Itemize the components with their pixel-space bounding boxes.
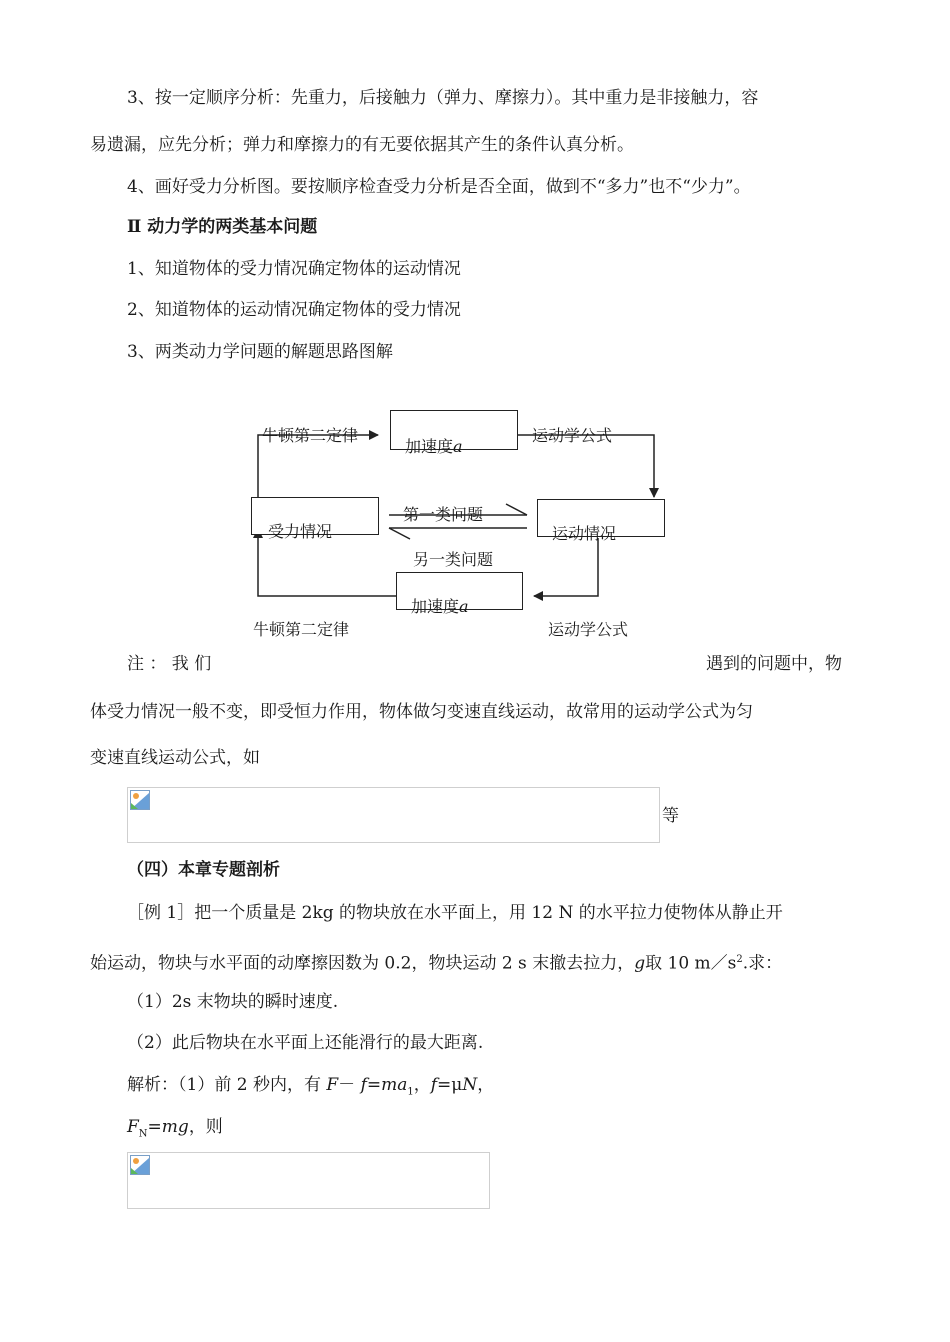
label-kinematics-top: 运动学公式: [532, 426, 613, 445]
section-4-title: （四）本章专题剖析: [127, 860, 280, 880]
box-force-situation: [251, 497, 379, 541]
formula-image-placeholder: [127, 787, 660, 843]
note-line-3: 变速直线运动公式，如: [90, 748, 260, 768]
accel-bottom-symbol: a: [459, 597, 469, 616]
section-2-item-3: 3、两类动力学问题的解题思路图解: [127, 342, 393, 362]
accel-top-text: 加速度: [405, 437, 454, 456]
box-motion-situation: [537, 499, 665, 543]
box-acceleration-top: [390, 410, 518, 456]
sol-comma2: ，: [477, 1075, 495, 1095]
section-2-item-1: 1、知道物体的受力情况确定物体的运动情况: [127, 259, 461, 279]
section-2-item-2: 2、知道物体的运动情况确定物体的受力情况: [127, 300, 461, 320]
accel-bottom-text: 加速度: [411, 597, 460, 616]
fn-F: F: [127, 1117, 139, 1137]
fn-sub: N: [138, 1128, 148, 1140]
box-motion-situation-label: 运动情况: [552, 524, 617, 543]
box-acceleration-top-label: [405, 437, 463, 457]
example-1-line-2: [90, 948, 782, 976]
first-problem-barb: [506, 504, 527, 515]
arrow-motion-to-accel: [534, 538, 598, 596]
ex-l2-part-b: 取 10 m／s: [645, 953, 737, 974]
sol-f2: f: [430, 1075, 438, 1095]
note-prefix: 注 ： 我 们: [127, 654, 212, 674]
solution-line-2: [127, 1115, 223, 1146]
label-second-problem: 另一类问题: [413, 550, 494, 569]
label-newton-bottom: 牛顿第二定律: [253, 620, 350, 639]
sol-prefix: 解析：（1）前 2 秒内，有: [127, 1075, 321, 1095]
box-acceleration-bottom: [396, 572, 523, 616]
paragraph-3-line-2: 易遗漏，应先分析；弹力和摩擦力的有无要依据其产生的条件认真分析。: [90, 135, 634, 155]
sol-F: F: [326, 1075, 339, 1095]
paragraph-4: 4、画好受力分析图。要按顺序检查受力分析是否全面，做到不“多力”也不“少力”。: [127, 177, 751, 197]
box-acceleration-bottom-label: [411, 597, 469, 617]
fn-mg: mg: [161, 1117, 189, 1137]
box-force-situation-label: 受力情况: [268, 522, 333, 541]
ex-l2-g: g: [634, 953, 646, 974]
accel-top-symbol: a: [453, 437, 463, 456]
question-2: （2）此后物块在水平面上还能滑行的最大距离.: [127, 1033, 484, 1053]
ex-l2-part-c: .求：: [742, 953, 783, 974]
note-line-2: 体受力情况一般不变，即受恒力作用，物体做匀变速直线运动，故常用的运动学公式为匀: [90, 702, 753, 722]
sol-sub1: 1: [407, 1086, 414, 1098]
sol-comma1: ，: [413, 1075, 431, 1095]
sol-mu: μ: [451, 1075, 463, 1095]
section-2-title: Ⅱ 动力学的两类基本问题: [127, 217, 318, 237]
second-problem-barb: [389, 528, 410, 539]
sol-minus: －: [338, 1075, 356, 1095]
paragraph-3-line-1: 3、按一定顺序分析：先重力，后接触力（弹力、摩擦力）。其中重力是非接触力，容: [127, 88, 759, 108]
ex-l2-part-a: 始运动，物块与水平面的动摩擦因数为 0.2，物块运动 2 s 末撤去拉力，: [90, 953, 635, 974]
sol-eq1: =: [366, 1075, 382, 1095]
broken-image-icon: [130, 790, 150, 810]
question-1: （1）2s 末物块的瞬时速度.: [127, 992, 339, 1012]
solution-image-placeholder: [127, 1152, 490, 1209]
fn-eq: =: [147, 1117, 162, 1137]
broken-image-icon: [130, 1155, 150, 1175]
label-kinematics-bottom: 运动学公式: [548, 620, 629, 639]
formula-etc: 等: [662, 806, 679, 826]
sol-ma: ma: [381, 1075, 408, 1095]
example-1-line-1: ［例 1］把一个质量是 2kg 的物块放在水平面上，用 12 N 的水平拉力使物体从静止开: [127, 903, 783, 923]
ex-l2-sup: 2: [736, 954, 743, 965]
label-newton-top: 牛顿第二定律: [262, 426, 359, 445]
label-first-problem: 第一类问题: [403, 505, 484, 524]
sol-N: N: [462, 1075, 478, 1095]
solution-line-1: [127, 1073, 494, 1104]
fn-tail: ，则: [188, 1117, 223, 1137]
note-suffix: 遇到的问题中，物: [706, 654, 842, 674]
sol-eq2: =: [437, 1075, 452, 1095]
sol-f: f: [360, 1075, 367, 1095]
